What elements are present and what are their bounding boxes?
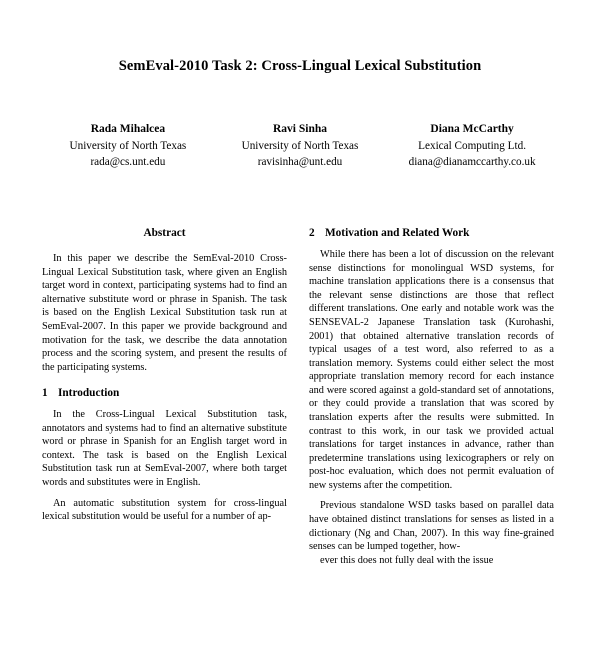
motivation-paragraph-2: Previous standalone WSD tasks based on parallel data have obtained distinct translations for senses as listed in a dictionary (Ng and Chan, 2007). In this way fine-grained senses can be lumped together, how- (309, 500, 554, 553)
motivation-paragraph-1: While there has been a lot of discussion on the relevant sense distinctions for monolingual WSD systems, for machine translation applications there is a consensus that the relevant sense distinctions are those that reflect different translations. One early and notable work was the SENSEVAL-2 Japanese Translation task (Kurohashi, 2001) that obtained alternative translation records of typical usages of a test word, also referred to as a translation memory. Systems could either select the most appropriate translation memory record for each instance and were scored against a gold-standard set of annotations, or they could provide a translation that was scored by translation experts after the results were submitted. In contrast to this work, in our task we provided actual translations for target instances in advance, rather than predetermine translations using lexicographers or rely on post-hoc evaluation, which does not permit evaluation of new systems after the competition. (309, 249, 554, 491)
section-title: Introduction (58, 387, 120, 400)
section-title: Motivation and Related Work (325, 227, 470, 240)
author-1 (42, 121, 214, 170)
author-affiliation: University of North Texas (241, 139, 359, 152)
intro-paragraph-2: An automatic substitution system for cross-lingual lexical substitution would be useful for a number of ap- (42, 497, 287, 523)
author-name: Rada Mihalcea (90, 123, 166, 135)
author-email: rada@cs.unt.edu (90, 155, 166, 168)
author-name: Ravi Sinha (272, 123, 327, 135)
author-affiliation: University of North Texas (69, 139, 187, 152)
section-heading-introduction (42, 386, 287, 401)
section-heading-motivation (309, 226, 554, 241)
author-block (0, 121, 600, 170)
author-2 (214, 121, 386, 170)
left-column (42, 226, 287, 567)
intro-paragraph-1: In the Cross-Lingual Lexical Substitution task, annotators and systems had to find an alternative substitute word or phrase in Spanish for an English target word in context. The task is based on the English Lexical Substitution task run at SemEval-2007, where both target words and substitutes were in English. (42, 409, 287, 489)
author-email: ravisinha@unt.edu (257, 155, 343, 168)
abstract-heading: Abstract (143, 227, 186, 240)
paper-page (0, 58, 600, 658)
author-affiliation: Lexical Computing Ltd. (418, 139, 526, 152)
body-columns (0, 226, 600, 567)
motivation-paragraph-3: ever this does not fully deal with the issue (320, 554, 494, 566)
section-number: 2 (309, 227, 315, 240)
author-3 (386, 121, 558, 170)
section-number: 1 (42, 387, 48, 400)
abstract-paragraph: In this paper we describe the SemEval-2010 Cross-Lingual Lexical Substitution task, where given an English target word in context, participating systems had to find an alternative substitute word or phrase in Spanish. The task is based on the English Lexical Substitution task run at SemEval-2007. In this paper we provide background and motivation for the task, we describe the data annotation process and the scoring system, and present the results of the participating systems. (42, 253, 287, 373)
author-email: diana@dianamccarthy.co.uk (408, 155, 536, 168)
author-name: Diana McCarthy (430, 123, 514, 135)
abstract-body (42, 252, 287, 374)
right-column (309, 226, 554, 567)
page-title: SemEval-2010 Task 2: Cross-Lingual Lexical Substitution (118, 58, 482, 74)
